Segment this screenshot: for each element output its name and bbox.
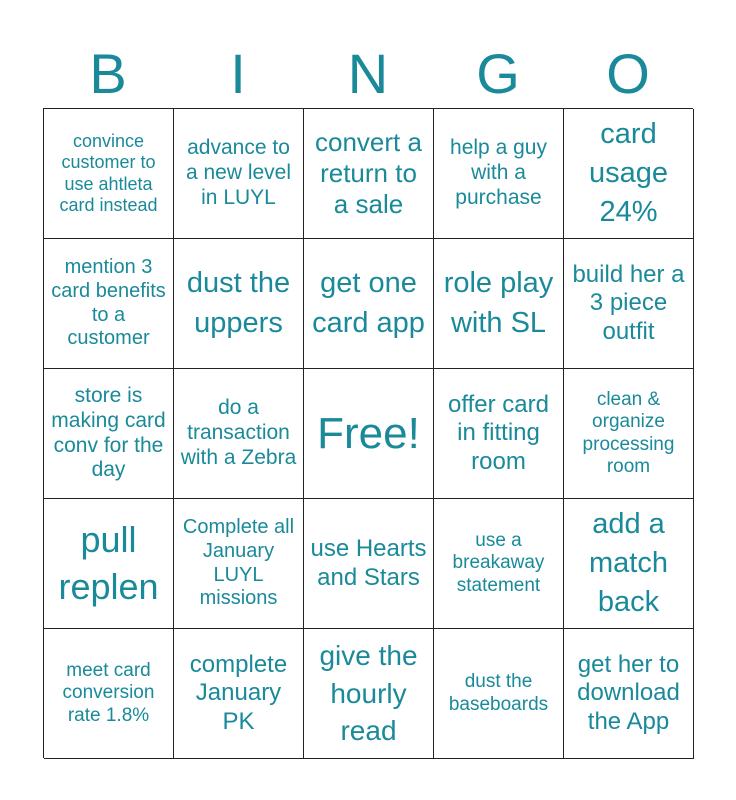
bingo-cell[interactable] — [174, 499, 304, 629]
cell-text: Free! — [317, 408, 420, 458]
cell-text: mention 3 card benefits to a customer — [51, 256, 166, 350]
cell-text: do a transaction with a Zebra — [180, 396, 297, 469]
cell-text: Complete all January LUYL missions — [182, 516, 295, 610]
cell-text: advance to a new level in LUYL — [185, 136, 292, 209]
bingo-cell[interactable] — [434, 629, 564, 759]
cell-text: convince customer to use ahtleta card instead — [59, 131, 158, 215]
bingo-cell[interactable] — [304, 499, 434, 629]
bingo-cell[interactable] — [564, 109, 694, 239]
bingo-cell-free-space[interactable] — [304, 369, 434, 499]
header-letter-g: G — [476, 42, 520, 105]
cell-text: add a match back — [589, 507, 668, 619]
header-letter-o: O — [606, 42, 650, 105]
cell-text: pull replen — [58, 518, 159, 607]
bingo-cell[interactable] — [304, 109, 434, 239]
cell-text: meet card conversion rate 1.8% — [62, 659, 155, 726]
cell-text: card usage 24% — [588, 117, 668, 229]
bingo-cell[interactable] — [44, 239, 174, 369]
cell-text: complete January PK — [189, 651, 288, 735]
bingo-header — [43, 40, 693, 108]
bingo-cell[interactable] — [564, 629, 694, 759]
bingo-cell[interactable] — [304, 629, 434, 759]
cell-text: role play with SL — [443, 267, 554, 339]
bingo-cell[interactable] — [174, 629, 304, 759]
bingo-cell[interactable] — [564, 369, 694, 499]
bingo-cell[interactable] — [44, 499, 174, 629]
cell-text: offer card in fitting room — [448, 391, 549, 475]
bingo-cell[interactable] — [434, 499, 564, 629]
bingo-cell[interactable] — [564, 499, 694, 629]
cell-text: get her to download the App — [577, 651, 680, 735]
cell-text: store is making card conv for the day — [51, 383, 166, 482]
cell-text: use Hearts and Stars — [310, 535, 427, 591]
bingo-cell[interactable] — [44, 629, 174, 759]
cell-text: get one card app — [312, 267, 425, 339]
bingo-cell[interactable] — [564, 239, 694, 369]
cell-text: convert a return to a sale — [315, 127, 422, 219]
bingo-cell[interactable] — [174, 369, 304, 499]
cell-text: help a guy with a purchase — [450, 136, 547, 209]
cell-text: dust the uppers — [186, 267, 291, 339]
bingo-cell[interactable] — [174, 239, 304, 369]
cell-text: use a breakaway statement — [452, 529, 545, 596]
cell-text: clean & organize processing room — [582, 388, 675, 477]
cell-text: dust the baseboards — [448, 671, 549, 715]
bingo-cell[interactable] — [304, 239, 434, 369]
cell-text: build her a 3 piece outfit — [572, 261, 685, 345]
header-letter-n: N — [347, 42, 389, 105]
bingo-card-grid — [43, 108, 693, 758]
header-letter-b: B — [89, 42, 127, 105]
bingo-cell[interactable] — [44, 109, 174, 239]
cell-text: give the hourly read — [319, 639, 418, 747]
bingo-cell[interactable] — [434, 239, 564, 369]
header-letter-i: I — [230, 42, 246, 105]
bingo-cell[interactable] — [174, 109, 304, 239]
bingo-cell[interactable] — [434, 369, 564, 499]
bingo-cell[interactable] — [434, 109, 564, 239]
bingo-cell[interactable] — [44, 369, 174, 499]
